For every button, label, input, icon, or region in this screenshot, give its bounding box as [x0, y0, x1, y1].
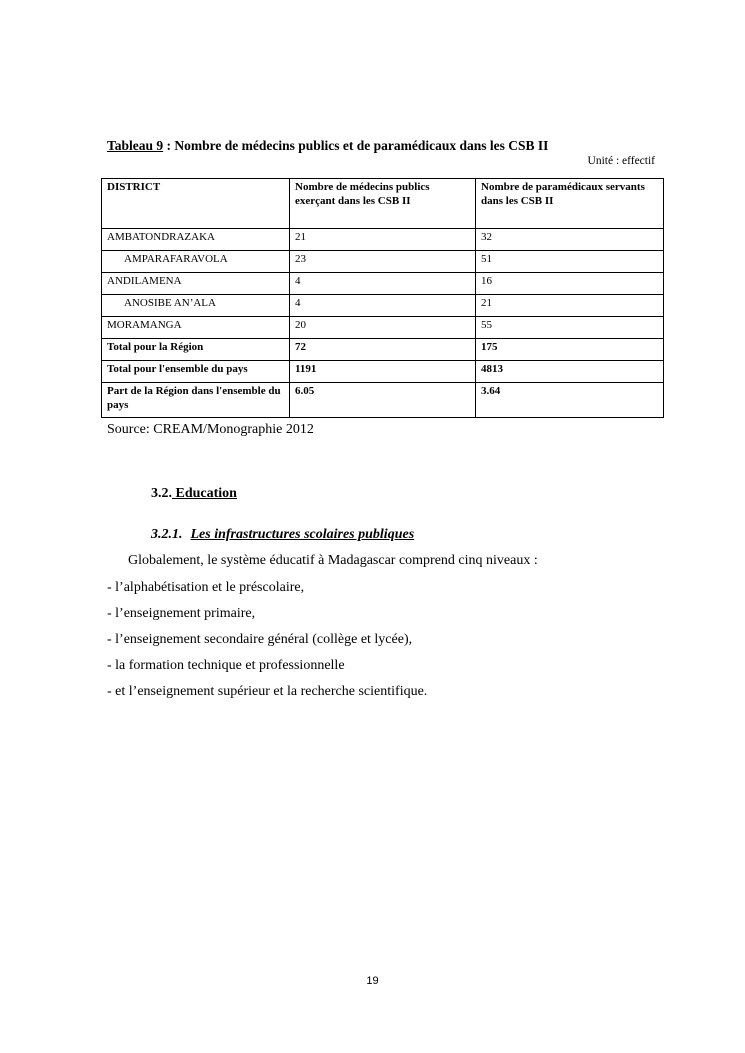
- paramedics-cell: 175: [476, 339, 664, 361]
- paramedics-cell: 21: [476, 295, 664, 317]
- table-source: Source: CREAM/Monographie 2012: [107, 422, 314, 437]
- district-cell: AMBATONDRAZAKA: [102, 229, 290, 251]
- paramedics-cell: 3.64: [476, 383, 664, 418]
- doctors-cell: 21: [290, 229, 476, 251]
- table-row-total-region: [102, 339, 664, 361]
- paramedics-cell: 4813: [476, 361, 664, 383]
- district-cell: AMPARAFARAVOLA: [102, 251, 290, 273]
- district-cell: ANDILAMENA: [102, 273, 290, 295]
- paramedics-cell: 32: [476, 229, 664, 251]
- section-title: Education: [172, 486, 237, 501]
- column-header-doctors: Nombre de médecins publics exerçant dans les CSB II: [290, 179, 476, 229]
- table-row: [102, 251, 664, 273]
- district-cell: ANOSIBE AN’ALA: [102, 295, 290, 317]
- subsection-number: 3.2.1.: [151, 527, 183, 542]
- doctors-cell: 20: [290, 317, 476, 339]
- table-caption-text: : Nombre de médecins publics et de paramédicaux dans les CSB II: [163, 138, 549, 153]
- table-row: [102, 317, 664, 339]
- table-caption: [107, 138, 548, 154]
- doctors-table: [101, 178, 664, 418]
- list-item: - l’enseignement secondaire général (collège et lycée),: [107, 632, 413, 647]
- table-row-share: [102, 383, 664, 418]
- table-row: [102, 295, 664, 317]
- district-cell: Total pour la Région: [102, 339, 290, 361]
- subsection-title: Les infrastructures scolaires publiques: [190, 527, 415, 542]
- paramedics-cell: 51: [476, 251, 664, 273]
- column-header-paramedics: Nombre de paramédicaux servants dans les CSB II: [476, 179, 664, 229]
- table-unit: Unité : effectif: [587, 155, 655, 167]
- list-item: - la formation technique et professionnelle: [107, 658, 345, 673]
- list-item: - l’alphabétisation et le préscolaire,: [107, 580, 305, 595]
- doctors-cell: 1191: [290, 361, 476, 383]
- list-item: - et l’enseignement supérieur et la recherche scientifique.: [107, 684, 428, 699]
- doctors-cell: 4: [290, 295, 476, 317]
- column-header-district: DISTRICT: [102, 179, 290, 229]
- section-heading: [151, 486, 237, 502]
- doctors-cell: 23: [290, 251, 476, 273]
- section-number: 3.2.: [151, 486, 172, 501]
- table-row: [102, 273, 664, 295]
- district-cell: Total pour l'ensemble du pays: [102, 361, 290, 383]
- table-row-total-country: [102, 361, 664, 383]
- page-number: 19: [366, 975, 379, 987]
- education-levels-list: [107, 580, 427, 710]
- subsection-heading: [151, 527, 414, 543]
- doctors-cell: 72: [290, 339, 476, 361]
- paramedics-cell: 16: [476, 273, 664, 295]
- table-caption-label: Tableau 9: [107, 138, 164, 153]
- district-cell: Part de la Région dans l'ensemble du pays: [102, 383, 290, 418]
- table-header-row: [102, 179, 664, 229]
- district-cell: MORAMANGA: [102, 317, 290, 339]
- intro-paragraph: Globalement, le système éducatif à Madagascar comprend cinq niveaux :: [128, 553, 538, 568]
- table-row: [102, 229, 664, 251]
- doctors-cell: 6.05: [290, 383, 476, 418]
- list-item: - l’enseignement primaire,: [107, 606, 256, 621]
- paramedics-cell: 55: [476, 317, 664, 339]
- doctors-cell: 4: [290, 273, 476, 295]
